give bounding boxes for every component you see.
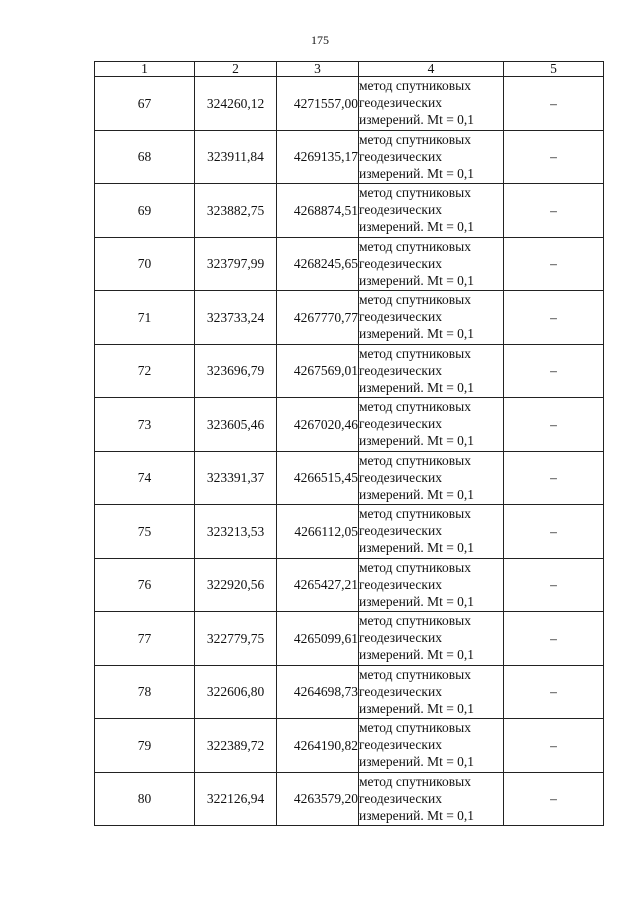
header-row	[95, 62, 604, 77]
method-line: метод спутниковых	[359, 613, 471, 628]
y-coordinate-cell: 4267569,01	[277, 344, 359, 398]
x-coordinate-cell: 323213,53	[195, 505, 277, 559]
method-line: измерений. Mt = 0,1	[359, 433, 475, 448]
note-cell: –	[504, 130, 604, 184]
method-line: геодезических	[359, 790, 442, 806]
header-cell: 5	[504, 62, 604, 77]
method-line: измерений. Mt = 0,1	[359, 807, 475, 823]
method-line: геодезических	[359, 362, 442, 378]
method-line: измерений. Mt = 0,1	[359, 593, 475, 609]
header-cell: 4	[359, 62, 504, 77]
y-coordinate-cell: 4267770,77	[277, 291, 359, 345]
method-line: измерений. Mt = 0,1	[359, 112, 475, 127]
header-cell: 1	[95, 62, 195, 77]
method-cell	[359, 184, 504, 238]
note-cell: –	[504, 237, 604, 291]
note-cell: –	[504, 772, 604, 826]
method-line: метод спутниковых	[359, 345, 471, 361]
method-cell	[359, 505, 504, 559]
point-number-cell: 72	[95, 344, 195, 398]
method-line: измерений. Mt = 0,1	[359, 647, 475, 662]
point-number-cell: 77	[95, 612, 195, 666]
point-number-cell: 76	[95, 558, 195, 612]
x-coordinate-cell: 324260,12	[195, 77, 277, 131]
point-number-cell: 71	[95, 291, 195, 345]
method-cell	[359, 558, 504, 612]
x-coordinate-cell: 322606,80	[195, 665, 277, 719]
y-coordinate-cell: 4263579,20	[277, 772, 359, 826]
method-line: метод спутниковых	[359, 292, 471, 307]
table-row	[95, 612, 604, 666]
note-cell: –	[504, 505, 604, 559]
method-line: метод спутниковых	[359, 559, 471, 575]
method-line: геодезических	[359, 523, 442, 538]
table-row	[95, 719, 604, 773]
method-line: геодезических	[359, 683, 442, 699]
point-number-cell: 75	[95, 505, 195, 559]
y-coordinate-cell: 4264698,73	[277, 665, 359, 719]
method-cell	[359, 612, 504, 666]
table-row	[95, 184, 604, 238]
point-number-cell: 74	[95, 451, 195, 505]
method-line: измерений. Mt = 0,1	[359, 165, 475, 181]
y-coordinate-cell: 4268245,65	[277, 237, 359, 291]
method-line: измерений. Mt = 0,1	[359, 540, 475, 555]
y-coordinate-cell: 4268874,51	[277, 184, 359, 238]
point-number-cell: 79	[95, 719, 195, 773]
method-line: геодезических	[359, 737, 442, 752]
method-line: измерений. Mt = 0,1	[359, 700, 475, 716]
coordinates-table	[94, 61, 604, 826]
note-cell: –	[504, 398, 604, 452]
method-line: метод спутниковых	[359, 773, 471, 789]
note-cell: –	[504, 558, 604, 612]
table-row	[95, 398, 604, 452]
note-cell: –	[504, 184, 604, 238]
y-coordinate-cell: 4266515,45	[277, 451, 359, 505]
x-coordinate-cell: 323605,46	[195, 398, 277, 452]
method-line: измерений. Mt = 0,1	[359, 754, 475, 769]
method-cell	[359, 130, 504, 184]
note-cell: –	[504, 344, 604, 398]
y-coordinate-cell: 4265099,61	[277, 612, 359, 666]
x-coordinate-cell: 323797,99	[195, 237, 277, 291]
table-row	[95, 558, 604, 612]
method-line: геодезических	[359, 576, 442, 592]
point-number-cell: 73	[95, 398, 195, 452]
table-row	[95, 665, 604, 719]
page-number: 175	[311, 33, 329, 47]
x-coordinate-cell: 322920,56	[195, 558, 277, 612]
note-cell: –	[504, 665, 604, 719]
method-line: геодезических	[359, 202, 442, 217]
x-coordinate-cell: 322126,94	[195, 772, 277, 826]
method-line: метод спутниковых	[359, 131, 471, 147]
header-cell: 2	[195, 62, 277, 77]
x-coordinate-cell: 323882,75	[195, 184, 277, 238]
note-cell: –	[504, 451, 604, 505]
table-row	[95, 237, 604, 291]
y-coordinate-cell: 4266112,05	[277, 505, 359, 559]
note-cell: –	[504, 77, 604, 131]
method-cell	[359, 291, 504, 345]
table-row	[95, 77, 604, 131]
method-line: геодезических	[359, 630, 442, 645]
method-line: метод спутниковых	[359, 185, 471, 200]
method-line: метод спутниковых	[359, 666, 471, 682]
y-coordinate-cell: 4271557,00	[277, 77, 359, 131]
point-number-cell: 67	[95, 77, 195, 131]
note-cell: –	[504, 719, 604, 773]
method-line: геодезических	[359, 255, 442, 271]
x-coordinate-cell: 322389,72	[195, 719, 277, 773]
method-line: измерений. Mt = 0,1	[359, 379, 475, 395]
y-coordinate-cell: 4264190,82	[277, 719, 359, 773]
method-line: геодезических	[359, 416, 442, 431]
table-row	[95, 130, 604, 184]
method-line: измерений. Mt = 0,1	[359, 326, 475, 341]
point-number-cell: 80	[95, 772, 195, 826]
table-row	[95, 344, 604, 398]
y-coordinate-cell: 4267020,46	[277, 398, 359, 452]
method-cell	[359, 451, 504, 505]
table-row	[95, 291, 604, 345]
method-line: метод спутниковых	[359, 238, 471, 254]
x-coordinate-cell: 323733,24	[195, 291, 277, 345]
y-coordinate-cell: 4269135,17	[277, 130, 359, 184]
x-coordinate-cell: 323911,84	[195, 130, 277, 184]
method-line: измерений. Mt = 0,1	[359, 272, 475, 288]
method-line: измерений. Mt = 0,1	[359, 219, 475, 234]
point-number-cell: 69	[95, 184, 195, 238]
method-line: измерений. Mt = 0,1	[359, 486, 475, 502]
method-line: геодезических	[359, 309, 442, 324]
table-row	[95, 505, 604, 559]
x-coordinate-cell: 322779,75	[195, 612, 277, 666]
method-line: геодезических	[359, 469, 442, 485]
method-cell	[359, 772, 504, 826]
x-coordinate-cell: 323391,37	[195, 451, 277, 505]
method-line: геодезических	[359, 95, 442, 110]
note-cell: –	[504, 291, 604, 345]
method-line: метод спутниковых	[359, 399, 471, 414]
note-cell: –	[504, 612, 604, 666]
table-row	[95, 772, 604, 826]
y-coordinate-cell: 4265427,21	[277, 558, 359, 612]
method-line: метод спутниковых	[359, 78, 471, 93]
method-cell	[359, 665, 504, 719]
method-cell	[359, 719, 504, 773]
method-cell	[359, 344, 504, 398]
point-number-cell: 78	[95, 665, 195, 719]
method-cell	[359, 237, 504, 291]
table-row	[95, 451, 604, 505]
point-number-cell: 68	[95, 130, 195, 184]
point-number-cell: 70	[95, 237, 195, 291]
method-cell	[359, 398, 504, 452]
method-line: метод спутниковых	[359, 720, 471, 735]
method-cell	[359, 77, 504, 131]
method-line: метод спутниковых	[359, 506, 471, 521]
method-line: метод спутниковых	[359, 452, 471, 468]
x-coordinate-cell: 323696,79	[195, 344, 277, 398]
header-cell: 3	[277, 62, 359, 77]
method-line: геодезических	[359, 148, 442, 164]
